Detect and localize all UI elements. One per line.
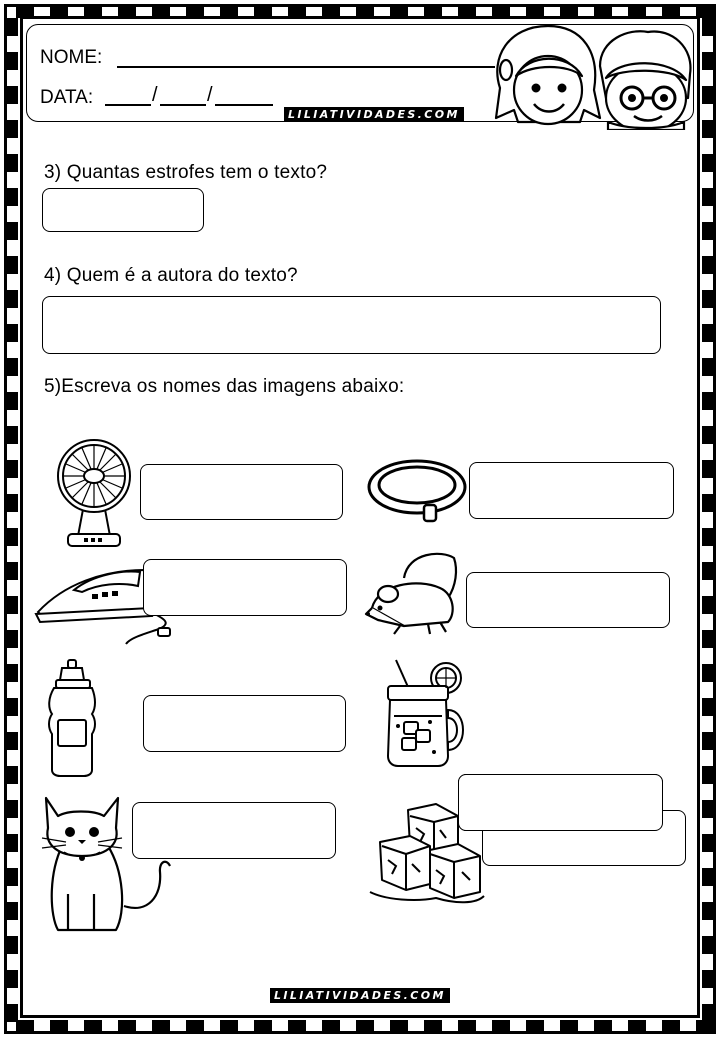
frame-tick: [356, 1020, 374, 1032]
date-slash: /: [152, 84, 158, 106]
frame-tick: [702, 154, 714, 172]
frame-tick: [702, 528, 714, 546]
fan-icon: [54, 438, 134, 550]
frame-tick: [6, 902, 18, 920]
frame-tick: [702, 392, 714, 410]
answer-box-iron[interactable]: [143, 559, 347, 616]
date-month-field[interactable]: [160, 104, 206, 106]
answer-box-fan[interactable]: [140, 464, 343, 520]
frame-tick: [6, 358, 18, 376]
answer-box-cat[interactable]: [132, 802, 336, 859]
frame-tick: [560, 1020, 578, 1032]
frame-tick: [6, 732, 18, 750]
frame-tick: [594, 1020, 612, 1032]
frame-tick: [458, 1020, 476, 1032]
frame-tick: [118, 1020, 136, 1032]
frame-tick: [702, 494, 714, 512]
frame-tick: [662, 1020, 680, 1032]
frame-tick: [702, 970, 714, 988]
frame-tick: [628, 1020, 646, 1032]
frame-tick: [702, 800, 714, 818]
frame-tick: [526, 1020, 544, 1032]
frame-tick: [702, 426, 714, 444]
frame-tick: [6, 426, 18, 444]
frame-tick: [6, 290, 18, 308]
frame-tick: [6, 18, 18, 36]
frame-tick: [6, 1004, 18, 1022]
frame-tick: [322, 1020, 340, 1032]
frame-tick: [6, 86, 18, 104]
answer-box-q3[interactable]: [42, 188, 204, 232]
frame-tick: [186, 1020, 204, 1032]
frame-tick: [390, 1020, 408, 1032]
frame-tick: [6, 834, 18, 852]
frame-tick: [6, 460, 18, 478]
frame-tick: [702, 460, 714, 478]
collar-icon: [366, 455, 468, 525]
date-year-field[interactable]: [215, 104, 273, 106]
frame-tick: [702, 936, 714, 954]
frame-tick: [6, 120, 18, 138]
question-4: 4) Quem é a autora do texto?: [44, 265, 298, 286]
frame-tick: [702, 324, 714, 342]
frame-tick: [6, 256, 18, 274]
frame-tick: [702, 902, 714, 920]
date-slash: /: [207, 84, 213, 106]
frame-tick: [6, 936, 18, 954]
bottle-icon: [48, 658, 100, 778]
answer-box-mouse[interactable]: [466, 572, 670, 628]
frame-tick: [702, 256, 714, 274]
lemonade-jar-icon: [382, 656, 472, 768]
frame-tick: [6, 766, 18, 784]
frame-tick: [6, 222, 18, 240]
frame-tick: [702, 766, 714, 784]
frame-tick: [6, 324, 18, 342]
frame-tick: [6, 664, 18, 682]
frame-tick: [6, 630, 18, 648]
frame-tick: [702, 120, 714, 138]
frame-tick: [6, 970, 18, 988]
brand-logo-header: LILIATIVIDADES.COM: [284, 107, 464, 122]
frame-tick: [702, 86, 714, 104]
date-day-field[interactable]: [105, 104, 151, 106]
frame-tick: [6, 188, 18, 206]
frame-tick: [492, 1020, 510, 1032]
frame-tick: [50, 1020, 68, 1032]
frame-tick: [702, 630, 714, 648]
frame-tick: [702, 834, 714, 852]
frame-tick: [6, 596, 18, 614]
frame-tick: [702, 222, 714, 240]
frame-tick: [702, 290, 714, 308]
answer-box-q4[interactable]: [42, 296, 661, 354]
frame-tick: [220, 1020, 238, 1032]
answer-box-lemonade-overlap[interactable]: [458, 774, 663, 831]
frame-tick: [254, 1020, 272, 1032]
frame-tick: [702, 698, 714, 716]
frame-tick: [702, 664, 714, 682]
question-3: 3) Quantas estrofes tem o texto?: [44, 162, 328, 183]
frame-tick: [6, 392, 18, 410]
kids-illustration: [488, 18, 698, 130]
frame-tick: [702, 596, 714, 614]
brand-logo-footer: LILIATIVIDADES.COM: [270, 988, 450, 1003]
answer-box-collar[interactable]: [469, 462, 674, 519]
question-5: 5)Escreva os nomes das imagens abaixo:: [44, 376, 405, 397]
frame-tick: [6, 800, 18, 818]
frame-tick: [6, 562, 18, 580]
frame-tick: [84, 1020, 102, 1032]
frame-tick: [702, 18, 714, 36]
frame-tick: [288, 1020, 306, 1032]
name-label: NOME:: [40, 47, 103, 68]
frame-tick: [702, 188, 714, 206]
answer-box-bottle[interactable]: [143, 695, 346, 752]
frame-tick: [152, 1020, 170, 1032]
frame-tick: [702, 358, 714, 376]
date-label: DATA:: [40, 87, 94, 108]
frame-tick: [6, 154, 18, 172]
frame-tick: [424, 1020, 442, 1032]
frame-tick: [702, 868, 714, 886]
frame-tick: [16, 1020, 34, 1032]
frame-tick: [6, 52, 18, 70]
frame-tick: [6, 698, 18, 716]
frame-tick: [702, 1004, 714, 1022]
name-field[interactable]: [117, 66, 495, 68]
frame-tick: [6, 494, 18, 512]
mouse-icon: [364, 550, 460, 638]
frame-tick: [6, 528, 18, 546]
frame-tick: [702, 52, 714, 70]
frame-tick: [6, 868, 18, 886]
frame-tick: [702, 732, 714, 750]
frame-tick: [702, 562, 714, 580]
